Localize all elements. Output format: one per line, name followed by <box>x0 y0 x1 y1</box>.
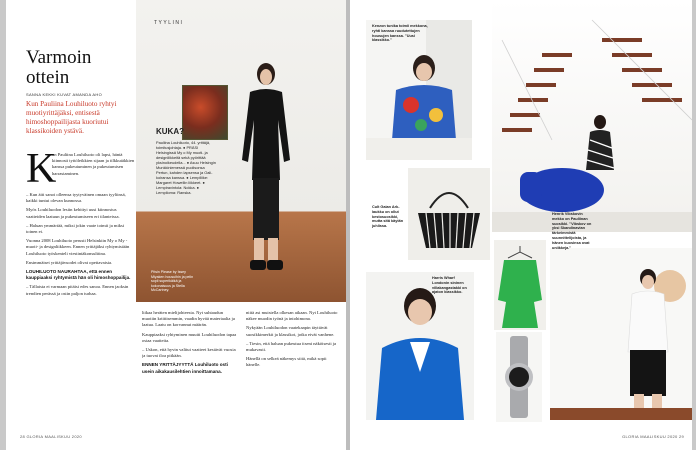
page-footer-left: 28 GLORIA MAALISKUU 2020 <box>20 434 82 439</box>
body-column-1-top <box>52 152 136 192</box>
body-paragraph: Vuonna 2008 Louhiluoto perusti Helsinkiin My o My -muoti- ja designliikkeen. Ennen yrittäjäksi ryhtymistään Louhiluoto työskenteli viestintäkonsulttina. <box>26 238 130 256</box>
subheading: LOUHILUOTO NAURAHTAA, että ennen kauppiaaksi ryhtymistä hän oli himoshoppailija. <box>26 269 131 281</box>
photo-caption: Pitsin Please by Issey Miyaken housuihin ja pelin sopii superikäikä ja kokonaisuus ja Stella McCartney. <box>151 270 194 293</box>
body-paragraph: Ensimmäiset yrittäjävuodet olivat opettavaisia. <box>26 259 113 265</box>
body-paragraph: – Tällaista ei varmaan pitäisi edes sanoa. Ennen jaoksin trendien perässä ja ostin paljon turhaa. <box>26 284 129 296</box>
caption-bag: Cult Gaian Ark-laukku on ollut kestosuosikki, mutta sitä käytän juhlissa. <box>372 205 404 229</box>
body-column-2 <box>142 310 238 430</box>
caption-dress: Henrik Vibskovin mekko on Pauliinan suosikki. "Vibskov on yksi Skandinavian tärkeimmistä suunnittelijoista, ja hänen kuosinsa ovat uniikkeja." <box>552 212 592 250</box>
body-paragraph: – Uskon, että hyvin valitut vaatteet kestävät vuosia ja tuovat iloa pitkään. <box>142 347 236 359</box>
staircase-photo <box>492 0 692 232</box>
body-paragraph: – Haluan ymmärtää, miksi jokin vaate toimii ja miksi toinen ei. <box>26 222 125 235</box>
body-paragraph: – Kun äiti sanoi olleensa tyytyväinen omaan tyyliinsä, kaikki tuntui olevan kunnossa. <box>26 192 126 204</box>
white-shirt-figure-illustration <box>550 248 692 420</box>
bag-photo <box>408 168 490 260</box>
page-footer-right: GLORIA MAALISKUU 2020 29 <box>622 434 684 439</box>
kuka-title: KUKA? <box>156 127 184 136</box>
article-headline: Varmoin ottein <box>26 47 92 88</box>
body-paragraph: Hänellä on selkeä näkemys siitä, mikä sopii hänelle. <box>246 356 327 368</box>
white-shirt-photo <box>550 248 692 420</box>
caption-tunic: Kenzon tunika toimii mekkona, ryhti kanssa ruudutettujen housujen kanssa. "Uusi klassikko." <box>372 24 428 43</box>
staircase-illustration <box>492 0 692 232</box>
woman-figure-illustration <box>238 60 294 280</box>
section-tag: TYYLINI <box>154 20 184 26</box>
right-page <box>350 0 692 450</box>
body-column-1 <box>26 192 136 430</box>
body-column-3 <box>246 310 342 430</box>
subheading: ENNEN YRITTÄJYYTTÄ Louhiluoto osti usein aikakausilehtien innoittamana. <box>142 362 228 374</box>
body-paragraph: Kauppiaaksi ryhtyminen muutti Louhiluodon tapaa ostaa vaatteita. <box>142 331 237 343</box>
watch-illustration <box>496 332 542 422</box>
body-paragraph: – Tiesin, että haluan pukeutua itseni näköisesti ja mukavasti. <box>246 340 337 353</box>
byline: SANNA KEKKI KUVAT AMANDA AHO <box>26 92 102 97</box>
body-paragraph: niitä asi muistella olkesan aikaan. Nyt Louhiluoto näkee muodin työnä ja intohimona. <box>246 310 338 322</box>
caption-coat: Harris Wharf Londonin sininen villakangastakki on ajaton klassikko. <box>432 276 467 295</box>
green-top-photo <box>494 240 546 330</box>
body-paragraph: Nykyään Louhiluodon vaatekaapin täyttävät suosikkimerkit ja klassikot, jotka eivät vanhene. <box>246 325 335 337</box>
wall-painting <box>182 85 228 140</box>
drop-cap: K <box>26 146 57 192</box>
lead-paragraph: Kun Pauliina Louhiluoto ryhtyi muotiyrittäjäksi, entisestä himoshoppailijasta kuoriutui klassikoiden ystävä. <box>26 100 117 135</box>
green-top-illustration <box>494 240 546 330</box>
body-paragraph: Myös Louhiluodon lesiin kehittyi uusi kiinnostus vaatteiden laatuun ja pukeutumiseen eri tilanteissa. <box>26 207 120 219</box>
body-paragraph: liikaa heräten mielijohteesta. Nyt suhtaudun muotiin kriittisemmin, vaadin hyvää materiaalia ja laatua. Laatu on korvannut määrän. <box>142 310 235 328</box>
watch-photo <box>496 332 542 422</box>
body-paragraph: un Pauliina Louhiluoto oli lapsi, häntä kiinnosti tyttöleikkien sijaan ja tilkkutäkkien kanssa pukeutuminen ja pukeutumisen harrastaminen. <box>52 152 135 176</box>
kuka-factbox: Pauliina Louhiluoto, 44. yrittäjä, toimitusjohtaja. ● PRÄSI Helsingissä My o My muoti- ja designliikkeitä sekä pyörittää yksinoikeudella... ● Asuu Helsingin Munkkiniemessä puolisonsa Pertun, kahden lapsensa ja Oali-koiransa kanssa. ● Lempiliike: Margaret Howellin liikkeet. ● Lempiravintola: Nokka. ● Lempiloma: Ranska. <box>156 140 216 195</box>
ark-bag-illustration <box>408 168 490 260</box>
left-page <box>6 0 346 450</box>
